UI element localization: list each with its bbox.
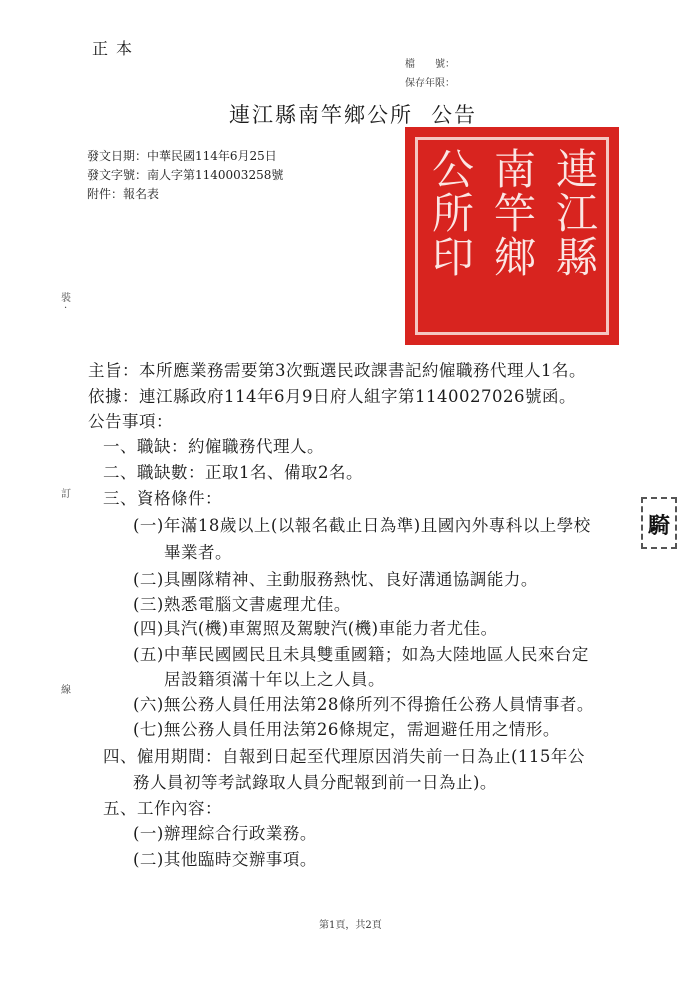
item-3-5: (五)中華民國國民且未具雙重國籍；如為大陸地區人民來台定 [133,645,589,664]
seam-stamp [641,497,677,549]
item-3-4: (四)具汽(機)車駕照及駕駛汽(機)車能力者尤佳。 [133,619,498,638]
seal-column-2: 南竿鄉 [488,147,537,279]
item-3-1: (一)年滿18歲以上(以報名截止日為準)且國內外專科以上學校 [133,516,591,535]
document-number: 發文字號：南人字第1140003258號 [87,168,284,182]
item-3-6: (六)無公務人員任用法第28條所列不得擔任公務人員情事者。 [133,695,594,714]
item-3-3: (三)熟悉電腦文書處理尤佳。 [133,595,351,614]
copy-mark: 正本 [92,39,141,58]
items-heading: 公告事項： [88,412,173,431]
seal-column-1: 連江縣 [550,147,599,279]
agency-name: 連江縣南竿鄉公所 [229,103,413,127]
page-number: 第1頁，共2頁 [319,920,382,931]
item-3: 三、資格條件： [103,489,222,508]
item-2: 二、職缺數：正取1名、備取2名。 [103,463,363,482]
binding-mark-ding: 訂 [61,489,71,500]
binding-dot: · [64,303,68,314]
item-1: 一、職缺：約僱職務代理人。 [103,437,324,456]
document-kind: 公告 [431,103,477,127]
item-4-cont: 務人員初等考試錄取人員分配報到前一日為止)。 [133,773,497,792]
item-5-1: (一)辦理綜合行政業務。 [133,824,317,843]
binding-mark-zhuang: 裝 [61,293,71,304]
item-3-5-cont: 居設籍須滿十年以上之人員。 [164,670,385,689]
basis-line: 依據：連江縣政府114年6月9日府人組字第1140027026號函。 [88,387,576,406]
file-number-label: 檔 號： [405,59,455,70]
retention-period-label: 保存年限： [405,78,455,89]
item-3-1-cont: 畢業者。 [164,543,232,562]
item-3-7: (七)無公務人員任用法第26條規定，需迴避任用之情形。 [133,720,560,739]
binding-mark-xian: 線 [61,685,71,696]
seam-stamp-text: 騎 [647,513,670,539]
official-seal [405,127,619,345]
item-3-2: (二)具團隊精神、主動服務熱忱、良好溝通協調能力。 [133,570,538,589]
item-4: 四、僱用期間：自報到日起至代理原因消失前一日為止(115年公 [103,747,585,766]
item-5: 五、工作內容： [103,799,222,818]
document-title [229,99,477,129]
seal-column-3: 公所印 [426,147,475,279]
issue-date: 發文日期：中華民國114年6月25日 [87,149,277,163]
attachment: 附件：報名表 [87,187,160,201]
item-5-2: (二)其他臨時交辦事項。 [133,850,317,869]
subject-line: 主旨：本所應業務需要第3次甄選民政課書記約僱職務代理人1名。 [88,361,586,380]
